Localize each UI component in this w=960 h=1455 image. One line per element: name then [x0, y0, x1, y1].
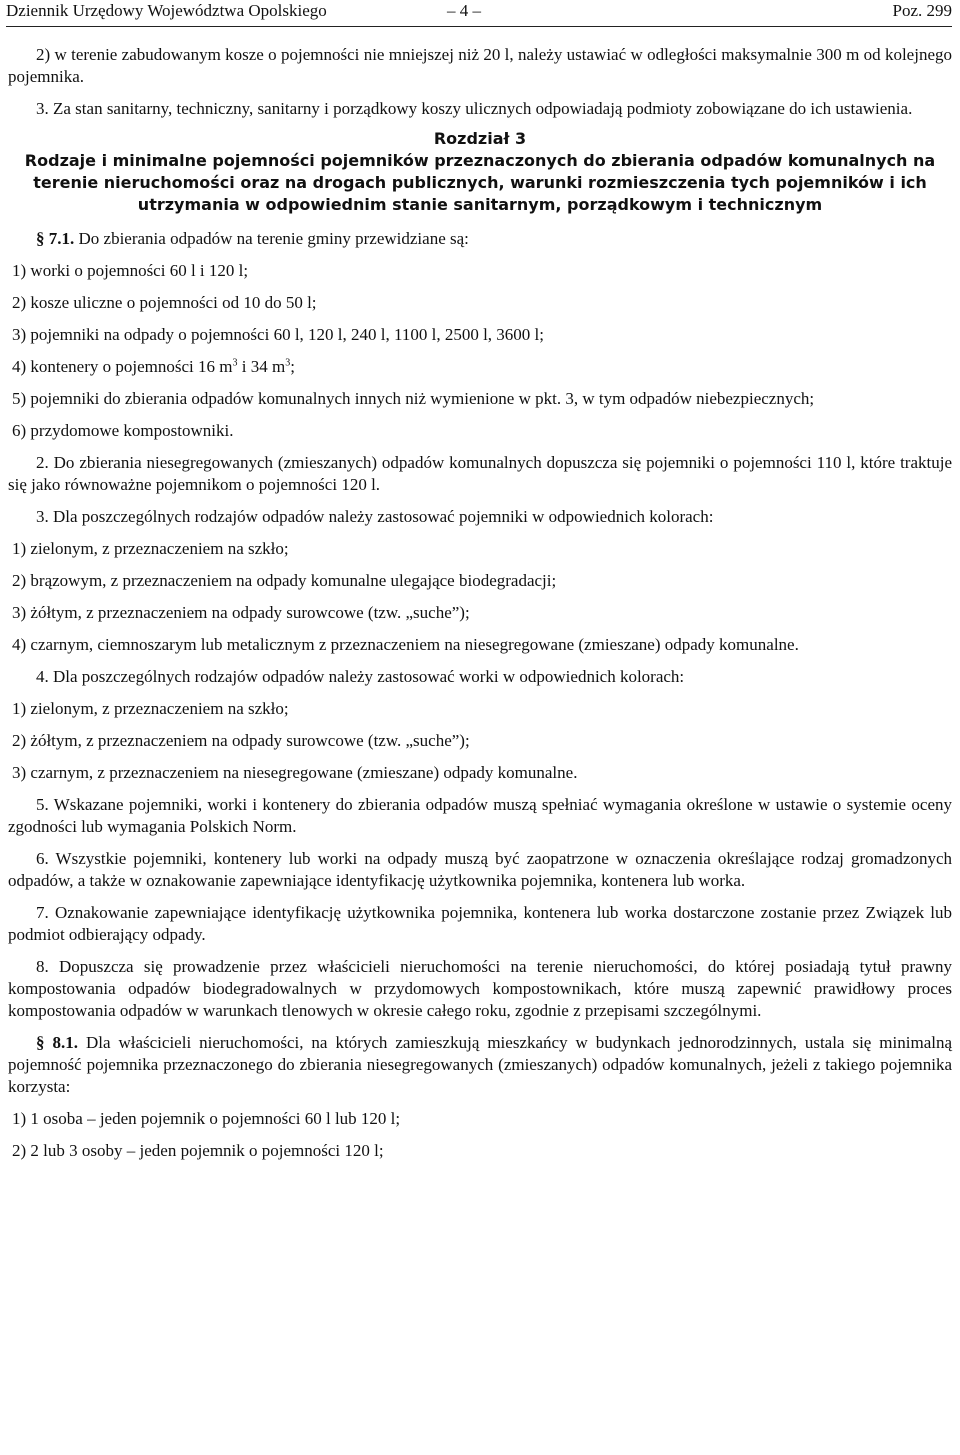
intro-paragraph-2: 3. Za stan sanitarny, techniczny, sanitarny i porządkowy koszy ulicznych odpowiadają podmioty zobowiązane do ich ustawienia. — [36, 99, 913, 118]
list-item: 5) pojemniki do zbierania odpadów komunalnych innych niż wymienione w pkt. 3, w tym odpadów niebezpiecznych; — [12, 389, 815, 408]
item-text: i 34 m — [237, 357, 286, 376]
section-7-paragraph-6: 6. Wszystkie pojemniki, kontenery lub worki na odpady muszą być zaopatrzone w oznaczenia określające rodzaj gromadzonych odpadów, a także w oznakowanie zapewniające identyfikację użytkownika pojemnika, kontenera lub worka. — [8, 849, 952, 890]
superscript: 3 — [232, 357, 238, 369]
section-7-paragraph-5: 5. Wskazane pojemniki, worki i kontenery do zbierania odpadów muszą spełniać wymagania określone w ustawie o systemie oceny zgodności lub wymagania Polskich Norm. — [8, 795, 952, 836]
list-item: 2) brązowym, z przeznaczeniem na odpady komunalne ulegające biodegradacji; — [12, 571, 557, 590]
list-item: 3) czarnym, z przeznaczeniem na niesegregowane (zmieszane) odpady komunalne. — [12, 763, 578, 782]
section-7-paragraph-8: 8. Dopuszcza się prowadzenie przez właścicieli nieruchomości na terenie nieruchomości, do której posiadają tytuł prawny kompostowania odpadów biodegradowalnych w przydomowych kompostownikach, które muszą zapewnić prawidłowy proces kompostowania odpadów w warunkach tlenowych w okresie całego roku, zgodnie z przepisami szczególnymi. — [8, 957, 952, 1020]
section-7-intro-text: Do zbierania odpadów na terenie gminy przewidziane są: — [74, 229, 469, 248]
list-item: 1) 1 osoba – jeden pojemnik o pojemności 60 l lub 120 l; — [12, 1109, 401, 1128]
section-7-paragraph-7: 7. Oznakowanie zapewniające identyfikację użytkownika pojemnika, kontenera lub worka dostarczone zostanie przez Związek lub podmiot odbierający odpady. — [8, 903, 952, 944]
list-item: 1) zielonym, z przeznaczeniem na szkło; — [12, 539, 289, 558]
list-item: 6) przydomowe kompostowniki. — [12, 421, 234, 440]
journal-title: Dziennik Urzędowy Województwa Opolskiego — [6, 1, 327, 20]
section-7-paragraph-4: 4. Dla poszczególnych rodzajów odpadów należy zastosować worki w odpowiednich kolorach: — [36, 667, 685, 686]
page-header — [6, 0, 952, 27]
chapter-title: Rozdział 3 — [433, 129, 527, 148]
superscript: 3 — [285, 357, 291, 369]
section-7-paragraph-2: 2. Do zbierania niesegregowanych (zmieszanych) odpadów komunalnych dopuszcza się pojemniki o pojemności 110 l, które traktuje się jako równoważne pojemnikom o pojemności 120 l. — [8, 453, 952, 494]
list-item: 2) żółtym, z przeznaczeniem na odpady surowcowe (tzw. „suche”); — [12, 731, 470, 750]
section-7-paragraph-3: 3. Dla poszczególnych rodzajów odpadów należy zastosować pojemniki w odpowiednich kolorach: — [36, 507, 714, 526]
chapter-subtitle: Rodzaje i minimalne pojemności pojemników przeznaczonych do zbierania odpadów komunalnych na terenie nieruchomości oraz na drogach publicznych, warunki rozmieszczenia tych pojemników i ich utrzymania w odpowiednim stanie sanitarnym, porządkowym i technicznym — [24, 151, 936, 214]
intro-paragraph-1: 2) w terenie zabudowanym kosze o pojemności nie mniejszej niż 20 l, należy ustawiać w odległości maksymalnie 300 m od kolejnego pojemnika. — [8, 45, 952, 86]
document-body — [8, 44, 952, 1172]
section-8-intro — [8, 1032, 952, 1098]
list-item: 2) kosze uliczne o pojemności od 10 do 50 l; — [12, 293, 317, 312]
section-7-number: § 7. — [36, 229, 62, 248]
position-number: Poz. 299 — [892, 1, 952, 20]
section-7-clause-number: 1. — [61, 229, 75, 248]
section-7-intro — [8, 228, 952, 250]
list-item: 3) żółtym, z przeznaczeniem na odpady surowcowe (tzw. „suche”); — [12, 603, 470, 622]
list-item: 3) pojemniki na odpady o pojemności 60 l, 120 l, 240 l, 1100 l, 2500 l, 3600 l; — [12, 325, 544, 344]
section-8-clause-number: 1. — [65, 1033, 78, 1052]
page-number: – 4 – — [447, 1, 481, 20]
item-text: 4) kontenery o pojemności 16 m — [12, 357, 233, 376]
list-item: 4) czarnym, ciemnoszarym lub metalicznym z przeznaczeniem na niesegregowane (zmieszane) odpady komunalne. — [12, 635, 799, 654]
section-8-intro-text: Dla właścicieli nieruchomości, na których zamieszkują mieszkańcy w budynkach jednorodzinnych, ustala się minimalną pojemność pojemnika przeznaczonego do zbierania niesegregowanych (zmieszanych) odpadów komunalnych, jeżeli z takiego pojemnika korzysta: — [8, 1033, 953, 1096]
list-item: 1) zielonym, z przeznaczeniem na szkło; — [12, 699, 289, 718]
list-item: 2) 2 lub 3 osoby – jeden pojemnik o pojemności 120 l; — [12, 1141, 384, 1160]
section-8-number: § 8. — [36, 1033, 66, 1052]
item-text: ; — [290, 357, 295, 376]
list-item: 1) worki o pojemności 60 l i 120 l; — [12, 261, 249, 280]
list-item — [8, 356, 952, 378]
